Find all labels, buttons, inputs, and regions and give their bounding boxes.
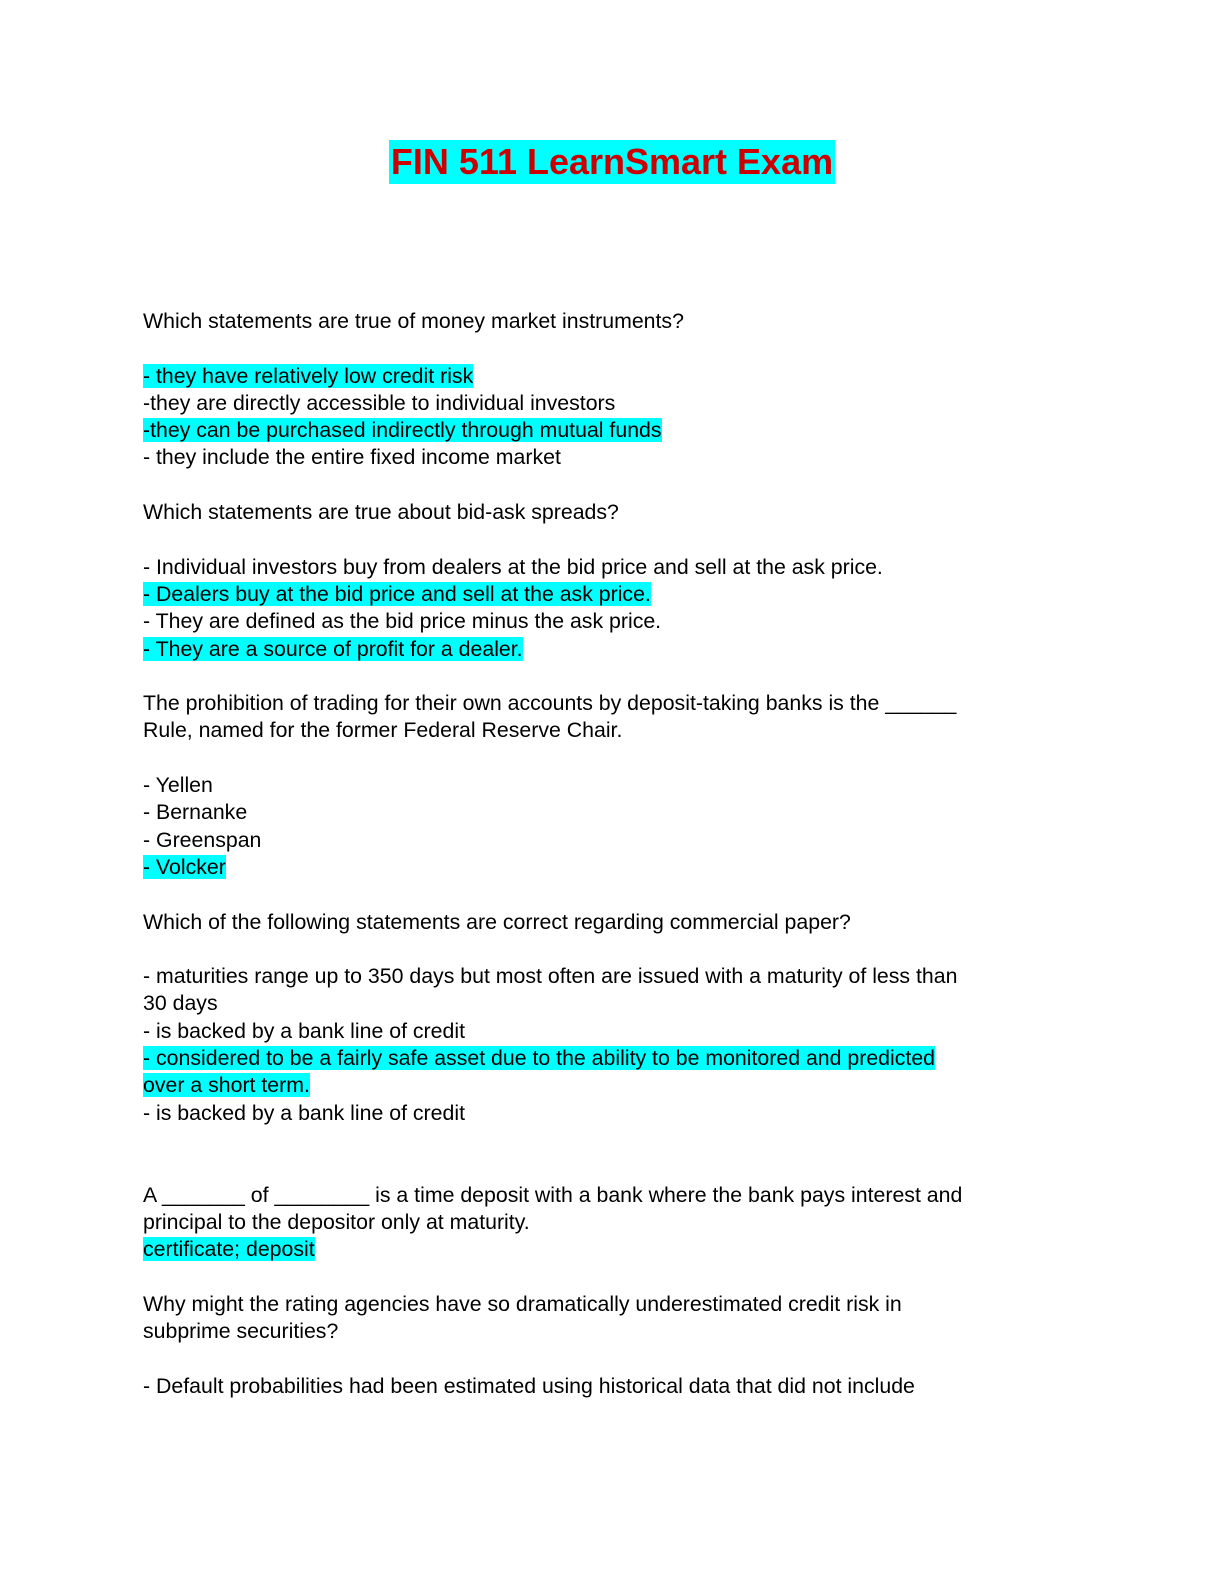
question-prompt: principal to the depositor only at maturity.: [143, 1209, 530, 1234]
answer-option-highlighted: - Volcker: [143, 854, 226, 879]
question-block: [143, 1182, 1083, 1264]
document-body: [143, 308, 1083, 1400]
answer-option: - they include the entire fixed income market: [143, 445, 561, 470]
answer-option-highlighted: - they have relatively low credit risk: [143, 363, 474, 388]
answer-option: - Greenspan: [143, 827, 262, 852]
question-prompt: Which statements are true of money market instruments?: [143, 309, 684, 333]
answer-option: - maturities range up to 350 days but most often are issued with a maturity of less than: [143, 964, 958, 989]
question-block: [143, 308, 1083, 472]
question-block: [143, 909, 1083, 1127]
answer-option: - They are defined as the bid price minus the ask price.: [143, 609, 662, 634]
answer-option: - Yellen: [143, 773, 213, 798]
question-prompt: Which of the following statements are correct regarding commercial paper?: [143, 909, 851, 934]
answer-option: -they are directly accessible to individual investors: [143, 390, 616, 415]
answer-option: - is backed by a bank line of credit: [143, 1100, 465, 1125]
question-block: [143, 499, 1083, 663]
answer-highlighted: certificate; deposit: [143, 1237, 315, 1262]
answer-option-highlighted: -they can be purchased indirectly through mutual funds: [143, 418, 662, 443]
answer-option-highlighted: - Dealers buy at the bid price and sell at the ask price.: [143, 581, 651, 606]
answer-option: - Default probabilities had been estimated using historical data that did not include: [143, 1373, 915, 1398]
question-prompt: The prohibition of trading for their own accounts by deposit-taking banks is the ______: [143, 691, 957, 716]
answer-option: 30 days: [143, 991, 218, 1016]
answer-option: - Bernanke: [143, 800, 248, 825]
answer-option: - Individual investors buy from dealers at the bid price and sell at the ask price.: [143, 554, 883, 579]
question-block: [143, 1291, 1083, 1400]
answer-option-highlighted: - considered to be a fairly safe asset due to the ability to be monitored and predicted: [143, 1046, 936, 1071]
answer-option-highlighted: - They are a source of profit for a dealer.: [143, 636, 523, 661]
title-container: [0, 140, 1224, 184]
question-prompt: Which statements are true about bid-ask spreads?: [143, 500, 619, 525]
question-prompt: subprime securities?: [143, 1318, 339, 1343]
question-prompt: Why might the rating agencies have so dramatically underestimated credit risk in: [143, 1291, 902, 1316]
document-title: FIN 511 LearnSmart Exam: [390, 141, 834, 182]
question-prompt: Rule, named for the former Federal Reserve Chair.: [143, 718, 623, 743]
answer-option: - is backed by a bank line of credit: [143, 1018, 465, 1043]
answer-option-highlighted: over a short term.: [143, 1073, 310, 1098]
question-prompt: A _______ of ________ is a time deposit with a bank where the bank pays interest and: [143, 1182, 963, 1207]
question-block: [143, 690, 1083, 881]
